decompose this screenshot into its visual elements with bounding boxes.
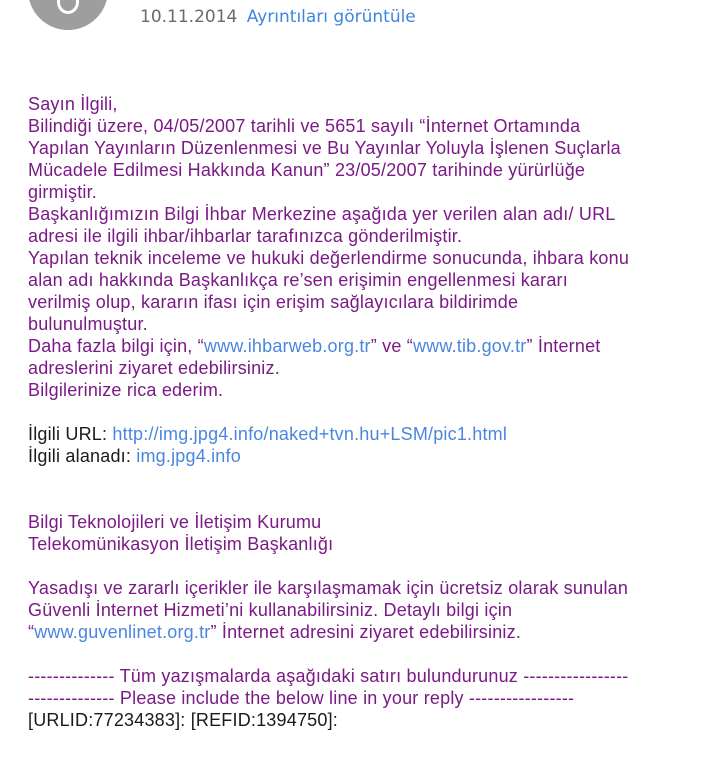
paragraph-law-line: Mücadele Edilmesi Hakkında Kanun” 23/05/2007 tarihinde yürürlüğe (28, 160, 586, 180)
more-info-middle: ” ve “ (370, 336, 413, 356)
paragraph-decision-line: Yapılan teknik inceleme ve hukuki değerlendirme sonucunda, ihbara konu (28, 248, 630, 268)
related-url-label: İlgili URL: (28, 424, 113, 444)
person-icon (57, 0, 79, 14)
paragraph-decision-line: alan adı hakkında Başkanlıkça re’sen erişimin engellenmesi kararı (28, 270, 568, 290)
paragraph-law-line: Bilindiği üzere, 04/05/2007 tarihli ve 5651 sayılı “İnternet Ortamında (28, 116, 581, 136)
message-body (28, 93, 698, 731)
message-date: 10.11.2014 (140, 7, 238, 27)
greeting: Sayın İlgili, (28, 94, 118, 114)
paragraph-report-line: adresi ile ilgili ihbar/ihbarlar tarafınızca gönderilmiştir. (28, 226, 463, 246)
related-domain-row (28, 445, 698, 467)
message-meta (140, 6, 416, 28)
related-url-link[interactable]: http://img.jpg4.info/naked+tvn.hu+LSM/pic1.html (112, 424, 508, 444)
paragraph-report-line: Başkanlığımızın Bilgi İhbar Merkezine aşağıda yer verilen alan adı/ URL (28, 204, 616, 224)
safe-internet-prefix: “ (28, 622, 35, 642)
reply-note-turkish: -------------- Tüm yazışmalarda aşağıdaki satırı bulundurunuz ----------------- (28, 666, 629, 686)
sender-avatar[interactable] (28, 0, 108, 30)
ihbarweb-link[interactable]: www.ihbarweb.org.tr (203, 336, 371, 356)
view-details-link[interactable]: Ayrıntıları görüntüle (246, 7, 416, 27)
safe-internet-line (28, 621, 698, 643)
paragraph-decision-line: bulunulmuştur. (28, 314, 148, 334)
more-info-prefix: Daha fazla bilgi için, “ (28, 336, 204, 356)
safe-internet-line: Yasadışı ve zararlı içerikler ile karşılaşmamak için ücretsiz olarak sunulan (28, 578, 629, 598)
paragraph-decision-line: verilmiş olup, kararın ifası için erişim sağlayıcılara bildirimde (28, 292, 519, 312)
related-domain-link[interactable]: img.jpg4.info (136, 446, 241, 466)
paragraph-law-line: girmiştir. (28, 182, 97, 202)
reply-note-english: -------------- Please include the below line in your reply ----------------- (28, 688, 575, 708)
signature-line: Telekomünikasyon İletişim Başkanlığı (28, 534, 334, 554)
tib-link[interactable]: www.tib.gov.tr (412, 336, 527, 356)
paragraph-law-line: Yapılan Yayınların Düzenlenmesi ve Bu Yayınlar Yoluyla İşlenen Suçlarla (28, 138, 621, 158)
more-info-line-2: adreslerini ziyaret edebilirsiniz. (28, 358, 280, 378)
safe-internet-line: Güvenli İnternet Hizmeti’ni kullanabilirsiniz. Detaylı bilgi için (28, 600, 513, 620)
more-info-suffix: ” İnternet (526, 336, 601, 356)
more-info-line (28, 335, 698, 357)
signature-line: Bilgi Teknolojileri ve İletişim Kurumu (28, 512, 322, 532)
related-url-row (28, 423, 698, 445)
closing: Bilgilerinize rica ederim. (28, 380, 224, 400)
safe-internet-suffix: ” İnternet adresini ziyaret edebilirsiniz. (210, 622, 522, 642)
guvenlinet-link[interactable]: www.guvenlinet.org.tr (34, 622, 211, 642)
reference-ids: [URLID:77234383]: [REFID:1394750]: (28, 710, 338, 730)
related-domain-label: İlgili alanadı: (28, 446, 137, 466)
